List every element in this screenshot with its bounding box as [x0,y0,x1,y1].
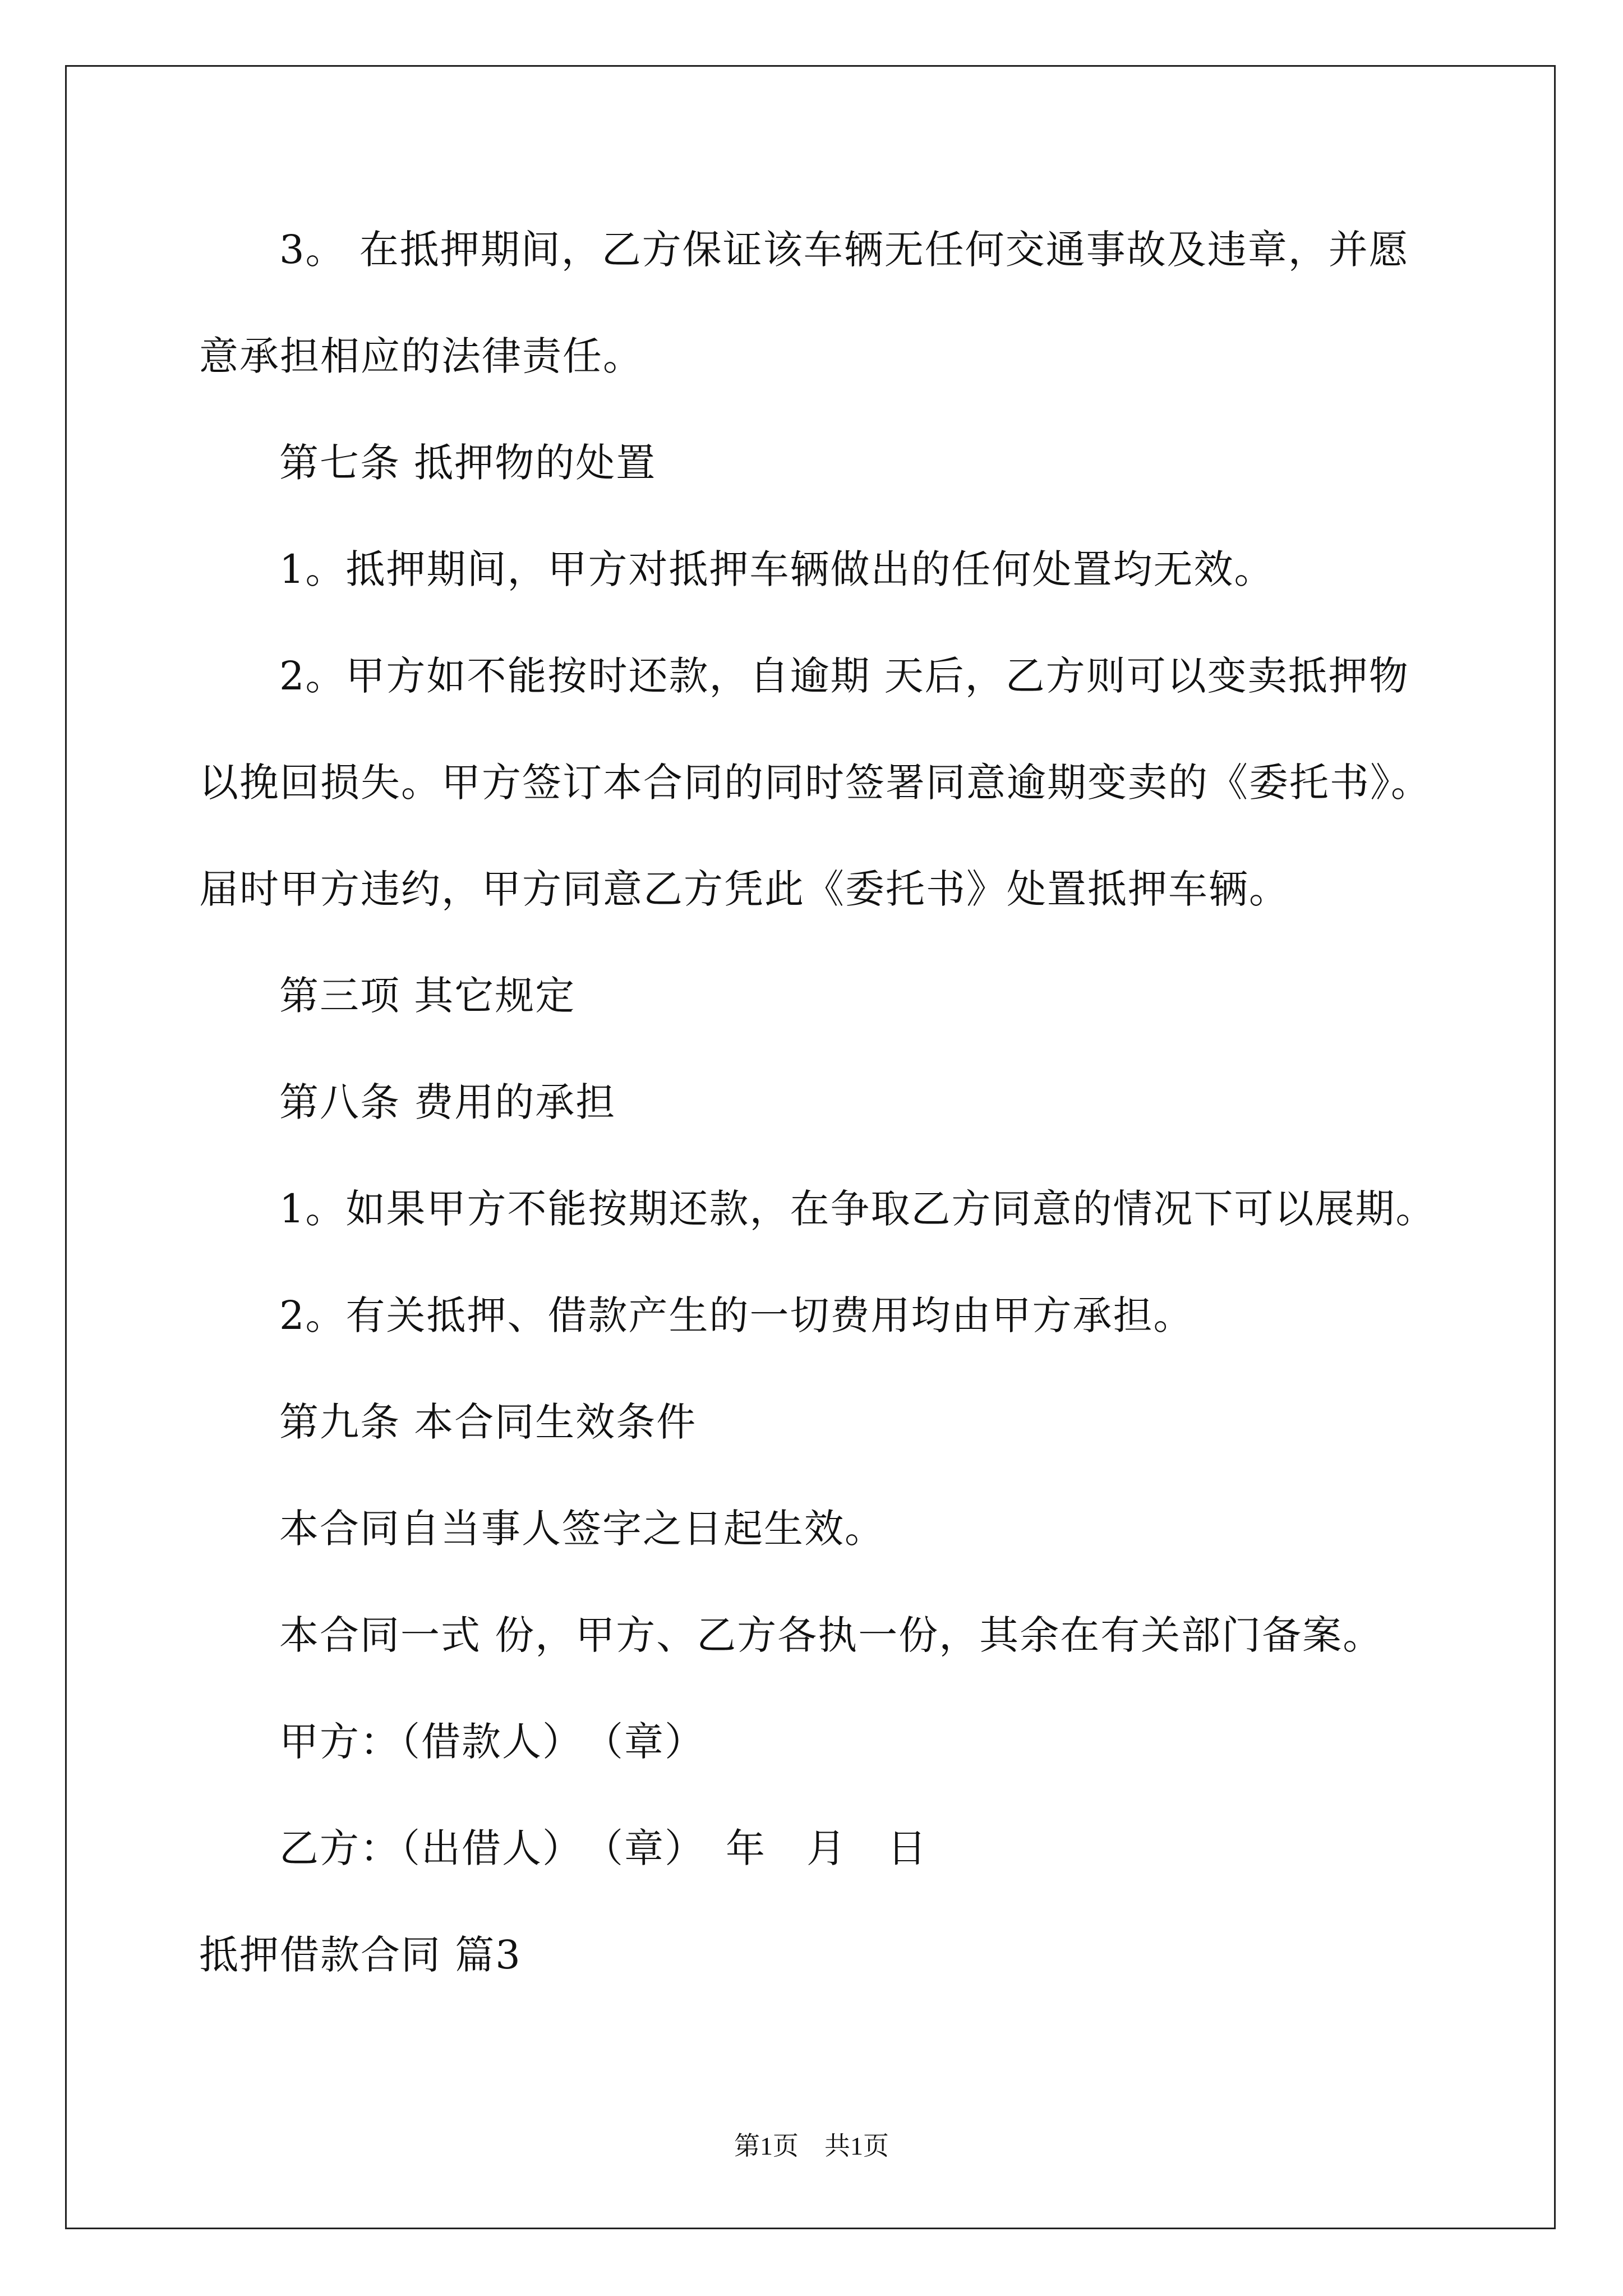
page-border [65,65,1556,2229]
heading-section-3: 第三项 其它规定 [279,973,576,1019]
paragraph-line-article7-item2: 2。甲方如不能按时还款，自逾期 天后，乙方则可以变卖抵押物 [279,653,1409,699]
paragraph-line-article8-item1: 1。如果甲方不能按期还款，在争取乙方同意的情况下可以展期。 [279,1186,1436,1232]
paragraph-line-article6-item3-cont: 意承担相应的法律责任。 [199,333,643,379]
heading-article-9: 第九条 本合同生效条件 [279,1399,697,1445]
signature-line-party-b: 乙方：（出借人） （章） 年 月 日 [279,1825,928,1871]
paragraph-line-effective-date: 本合同自当事人签字之日起生效。 [279,1506,885,1552]
paragraph-line-article6-item3: 3。 在抵押期间，乙方保证该车辆无任何交通事故及违章，并愿 [279,227,1409,273]
page-footer: 第1页 共1页 [734,2132,889,2160]
heading-article-7: 第七条 抵押物的处置 [279,440,657,486]
paragraph-line-article8-item2: 2。有关抵押、借款产生的一切费用均由甲方承担。 [279,1292,1194,1338]
paragraph-line-article7-item1: 1。抵押期间，甲方对抵押车辆做出的任何处置均无效。 [279,546,1275,592]
paragraph-line-article7-item2-cont1: 以挽回损失。甲方签订本合同的同时签署同意逾期变卖的《委托书》。 [199,760,1431,806]
signature-line-party-a: 甲方：（借款人） （章） [279,1719,705,1765]
section-title-contract-3: 抵押借款合同 篇3 [199,1932,522,1978]
paragraph-line-copies: 本合同一式 份，甲方、乙方各执一份，其余在有关部门备案。 [279,1612,1384,1658]
paragraph-line-article7-item2-cont2: 届时甲方违约，甲方同意乙方凭此《委托书》处置抵押车辆。 [199,866,1289,912]
heading-article-8: 第八条 费用的承担 [279,1079,616,1125]
